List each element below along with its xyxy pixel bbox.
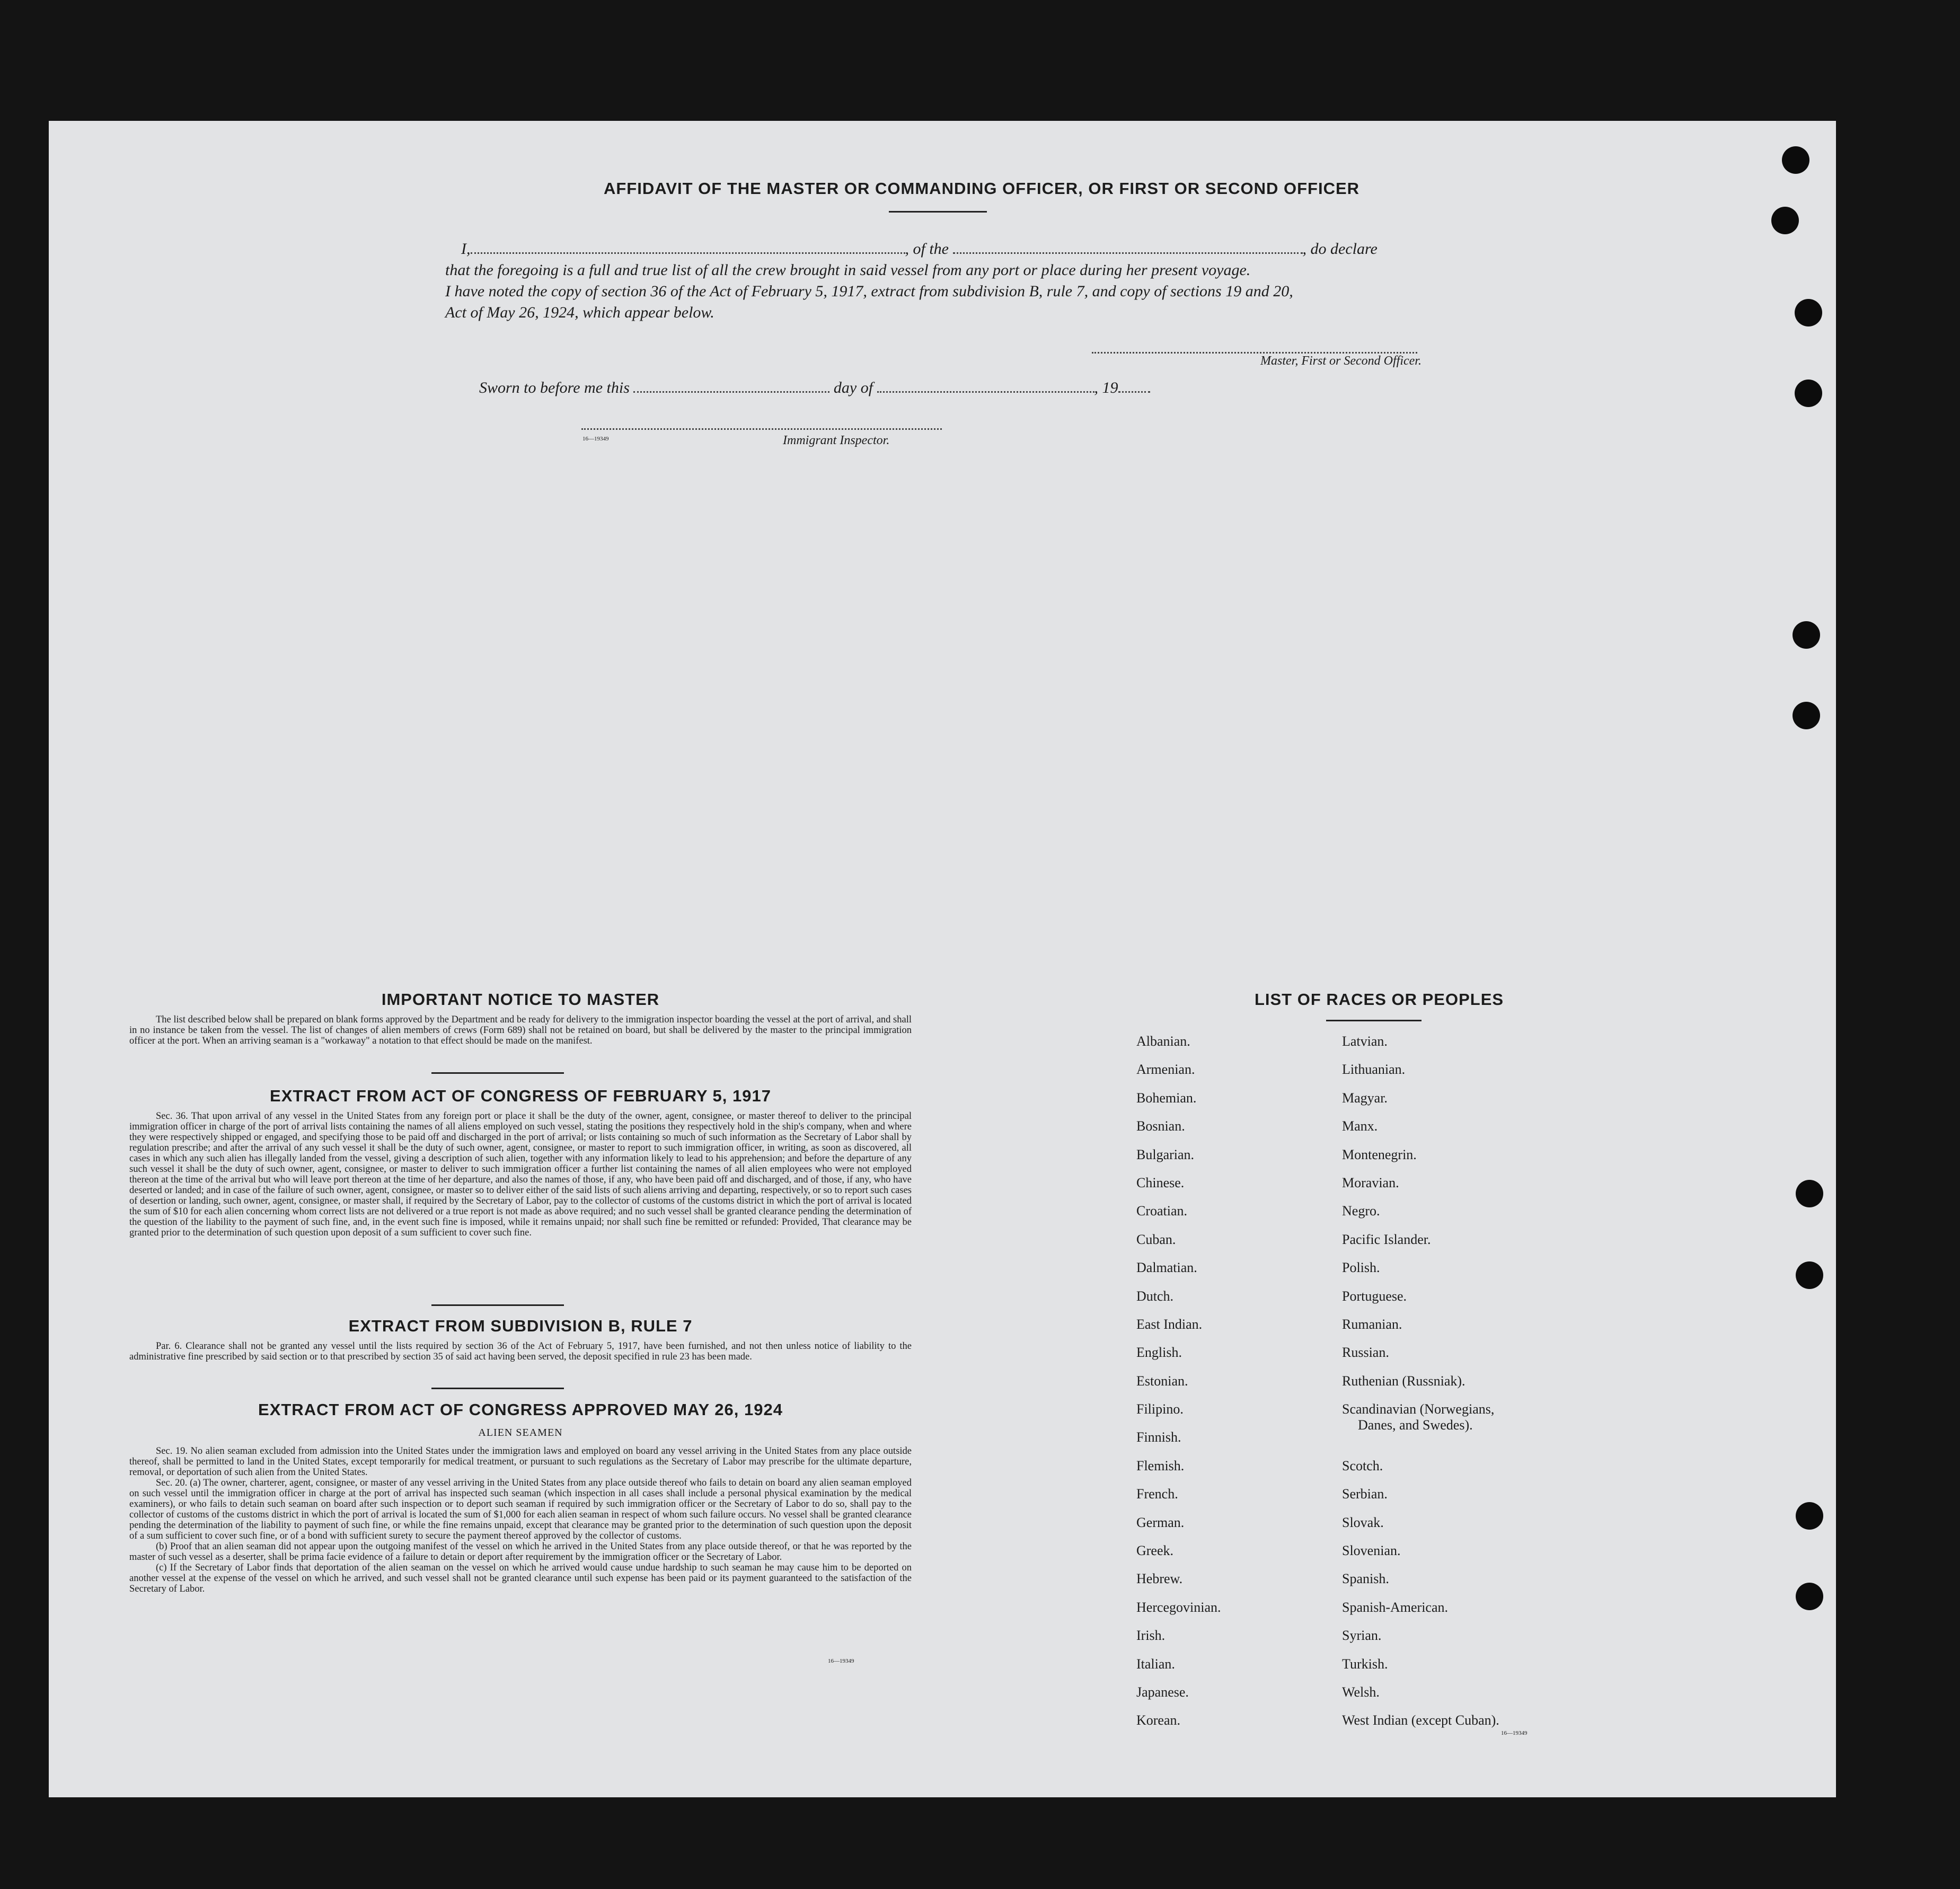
divider: [431, 1388, 564, 1389]
extract-1917-title: EXTRACT FROM ACT OF CONGRESS OF FEBRUARY 5, 1917: [270, 1087, 771, 1105]
race-item: Irish.: [1136, 1628, 1166, 1644]
race-item: Korean.: [1136, 1713, 1181, 1728]
divider: [431, 1072, 564, 1074]
race-item: Flemish.: [1136, 1458, 1185, 1473]
sec20c-text: (c) If the Secretary of Labor finds that deportation of the alien seaman on the vessel on which he arrived would cause undue hardship to such seaman he may cause him to be deported on another vessel at the expense of the vessel on which he arrived, and such vessel shall not be granted clearance until such expense has been paid or its payment guaranteed to the satisfaction of the Secretary of Labor.: [129, 1563, 912, 1594]
affidavit-line-4: Act of May 26, 1924, which appear below.: [445, 304, 714, 321]
race-item: Russian.: [1342, 1345, 1389, 1361]
binder-hole: [1771, 207, 1799, 234]
of-the-label: , of the: [905, 240, 949, 258]
sworn-day-field[interactable]: [633, 376, 829, 393]
sec19-text: Sec. 19. No alien seaman excluded from admission into the United States under the immigration laws and employed on board any vessel arriving in the United States from any place outside thereof, shall be permitted to land in the United States, except temporarily for medical treatment, or pursuant to such regulations as the Secretary of Labor may prescribe for the ultimate departure, removal, or deportation of such alien from the United States.: [129, 1446, 912, 1478]
extract-form-number: 16—19349: [828, 1658, 854, 1664]
race-item: Greek.: [1136, 1543, 1174, 1559]
race-item: Spanish-American.: [1342, 1599, 1449, 1615]
race-item: Magyar.: [1342, 1090, 1388, 1106]
day-of-label: day of: [833, 379, 873, 396]
race-item: Serbian.: [1342, 1486, 1388, 1502]
signature-caption: Master, First or Second Officer.: [1260, 354, 1422, 368]
race-item: Moravian.: [1342, 1175, 1399, 1190]
i-label: I,: [461, 240, 471, 258]
binder-hole: [1793, 702, 1820, 729]
notice-title: IMPORTANT NOTICE TO MASTER: [381, 990, 660, 1009]
extract-rule7-title: EXTRACT FROM SUBDIVISION B, RULE 7: [348, 1317, 693, 1335]
race-item: Spanish.: [1342, 1571, 1389, 1587]
race-item: Dutch.: [1136, 1288, 1174, 1304]
binder-hole: [1795, 379, 1822, 407]
affidavit-line-1: [445, 237, 1484, 260]
races-right-column: [1342, 1034, 1639, 1741]
race-item: Finnish.: [1136, 1429, 1181, 1445]
race-item: Japanese.: [1136, 1684, 1189, 1700]
races-left-column: [1136, 1034, 1327, 1741]
extract-1924-body: [129, 1446, 912, 1594]
race-item: Ruthenian (Russniak).: [1342, 1373, 1465, 1389]
race-item: Rumanian.: [1342, 1316, 1402, 1332]
race-item-multiline: [1342, 1401, 1639, 1458]
affidavit-line-2: that the foregoing is a full and true list of all the crew brought in said vessel from any port or place during her present voyage.: [445, 261, 1251, 279]
race-item: Bohemian.: [1136, 1090, 1197, 1106]
binder-hole: [1796, 1583, 1823, 1610]
extract-1917-text: Sec. 36. That upon arrival of any vessel in the United States from any foreign port or place it shall be the duty of the owner, agent, consignee, or master thereof to deliver to the principal immigration officer in charge of the port of arrival lists containing the names of all aliens employed on such vessel, stating the positions they respectively hold in the ship's company, when and where they were respectively shipped or engaged, and specifying those to be paid off and discharged in the port of arrival; or lists containing so much of such information as the Secretary of Labor shall by regulation prescribe; and after the arrival of any such vessel it shall be the duty of such owner, agent, consignee, or master to report to such immigration officer, in writing, as soon as discovered, all cases in which any such alien has illegally landed from the vessel, giving a description of such alien, together with any information likely to lead to his apprehension; and before the departure of any such vessel it shall be the duty of such owner, agent, consignee, or master to deliver to such immigration officer a further list containing the names of all alien employees who were not employed thereon at the time of the arrival but who will leave port thereon at the time of her departure, and also the names of those, if any, who have been paid off and discharged, and of those, if any, who have deserted or landed; and in case of the failure of such owner, agent, consignee, or master so to deliver either of the said lists of such aliens arriving and departing, respectively, or so to report such cases of desertion or landing, such owner, agent, consignee, or master shall, if required by the Secretary of Labor, pay to the collector of customs of the customs district in which the port of arrival is located the sum of $10 for each alien concerning whom correct lists are not delivered or a true report is not made as above required; and no such vessel shall be granted clearance pending the determination of the question of the liability to the payment of such fine, and, in the event such fine is imposed, while it remains unpaid; nor shall such fine be remitted or refunded: Provided, That clearance may be granted prior to the determination of such question upon deposit of a sum sufficient to cover such fine.: [129, 1111, 912, 1238]
race-item: Armenian.: [1136, 1062, 1195, 1078]
race-item: Chinese.: [1136, 1175, 1185, 1190]
race-item: Filipino.: [1136, 1401, 1184, 1417]
notice-text: The list described below shall be prepared on blank forms approved by the Department and be ready for delivery to the immigration inspector boarding the vessel at the port of arrival, and shall in no instance be taken from the vessel. The list of changes of alien members of crews (Form 689) shall not be retained on board, but shall be delivered by the master to the principal immigration officer at the port. When an arriving seaman is a "workaway" a notation to that effect should be made on the manifest.: [129, 1014, 912, 1046]
race-item: Pacific Islander.: [1342, 1231, 1431, 1247]
race-item: Montenegrin.: [1342, 1146, 1417, 1162]
affidavit-title: AFFIDAVIT OF THE MASTER OR COMMANDING OFFICER, OR FIRST OR SECOND OFFICER: [603, 179, 1360, 198]
races-title: LIST OF RACES OR PEOPLES: [1254, 990, 1504, 1009]
do-declare-label: , do declare: [1302, 240, 1378, 258]
race-item: Negro.: [1342, 1203, 1380, 1219]
race-item: Polish.: [1342, 1260, 1380, 1276]
race-item: Latvian.: [1342, 1034, 1388, 1049]
vessel-name-field[interactable]: [953, 237, 1303, 254]
binder-hole: [1793, 621, 1820, 649]
race-item: Dalmatian.: [1136, 1260, 1197, 1276]
extract-rule7-text: Par. 6. Clearance shall not be granted any vessel until the lists required by section 36 of the Act of February 5, 1917, have been furnished, and not then unless notice of liability to the administrative fine prescribed by said section or to that prescribed by section 35 of said act having been served, the deposit specified in rule 23 has been made.: [129, 1341, 912, 1362]
sworn-label: Sworn to before me this: [479, 379, 630, 396]
race-item: Welsh.: [1342, 1684, 1380, 1700]
inspector-signature-line[interactable]: [581, 428, 942, 430]
extract-1924-title: EXTRACT FROM ACT OF CONGRESS APPROVED MAY 26, 1924: [258, 1400, 783, 1419]
race-item: Italian.: [1136, 1656, 1175, 1672]
officer-name-field[interactable]: [471, 237, 905, 254]
binder-hole: [1782, 146, 1809, 174]
race-item: Syrian.: [1342, 1628, 1382, 1644]
race-item: Bosnian.: [1136, 1118, 1185, 1134]
race-item: East Indian.: [1136, 1316, 1203, 1332]
race-item: German.: [1136, 1514, 1185, 1530]
race-item: Estonian.: [1136, 1373, 1188, 1389]
race-item: Hebrew.: [1136, 1571, 1183, 1587]
divider: [1326, 1020, 1422, 1021]
race-item: Cuban.: [1136, 1231, 1176, 1247]
race-item-line: Danes, and Swedes).: [1358, 1417, 1473, 1433]
race-item: Lithuanian.: [1342, 1062, 1406, 1078]
binder-hole: [1796, 1261, 1823, 1289]
affidavit-form-number: 16—19349: [582, 436, 609, 442]
race-item: Albanian.: [1136, 1034, 1190, 1049]
inspector-caption: Immigrant Inspector.: [783, 434, 890, 447]
divider: [889, 211, 987, 213]
race-item: English.: [1136, 1345, 1182, 1361]
binder-hole: [1796, 1180, 1823, 1207]
races-form-number: 16—19349: [1501, 1730, 1528, 1736]
race-item: Portuguese.: [1342, 1288, 1407, 1304]
affidavit-body: [445, 237, 1484, 323]
race-item-line: Scandinavian (Norwegians,: [1342, 1401, 1495, 1417]
sworn-month-field[interactable]: [877, 376, 1094, 393]
race-item: Scotch.: [1342, 1458, 1383, 1473]
sec20a-text: Sec. 20. (a) The owner, charterer, agent, consignee, or master of any vessel arriving in the United States from any place outside thereof who fails to detain on board any alien seaman employed on such vessel until the immigration officer in charge at the port of arrival has inspected such seaman (which inspection in all cases shall include a personal physical examination by the medical examiners), or who fails to detain such seaman on board after such inspection or to deport such seaman if required by such immigration officer or the Secretary of Labor to do so, shall pay to the collector of customs of the customs district in which the port of arrival is located the sum of $1,000 for each alien seaman in respect of whom such failure occurs. No vessel shall be granted clearance pending the determination of the liability to payment of such fine, or while the fine remains unpaid, except that clearance may be granted prior to the determination of such question upon the deposit of a sum sufficient to cover such fine, or of a bond with sufficient surety to secure the payment thereof approved by the collector of customs.: [129, 1478, 912, 1541]
race-item: Turkish.: [1342, 1656, 1388, 1672]
binder-hole: [1796, 1502, 1823, 1530]
race-item: Slovenian.: [1342, 1543, 1401, 1559]
extract-1924-subtitle: ALIEN SEAMEN: [478, 1427, 563, 1438]
race-item: West Indian (except Cuban).: [1342, 1713, 1499, 1728]
document-sheet: [49, 121, 1836, 1797]
race-item: French.: [1136, 1486, 1178, 1502]
binder-hole: [1795, 299, 1822, 326]
year-label: , 19: [1094, 379, 1118, 396]
sec20b-text: (b) Proof that an alien seaman did not appear upon the outgoing manifest of the vessel on which he arrived in the United States from any place outside thereof, or that he was reported by the master of such vessel as a deserter, shall be prima facie evidence of a failure to detain or deport after requirement by the immigration officer or the Secretary of Labor.: [129, 1541, 912, 1563]
race-item: Croatian.: [1136, 1203, 1188, 1219]
race-item: Manx.: [1342, 1118, 1378, 1134]
sworn-line: [479, 376, 1274, 397]
affidavit-line-3: I have noted the copy of section 36 of the Act of February 5, 1917, extract from subdivision B, rule 7, and copy of sections 19 and 20,: [445, 283, 1293, 300]
sworn-year-field[interactable]: [1118, 376, 1150, 393]
race-item: Slovak.: [1342, 1514, 1384, 1530]
signature-line[interactable]: [1092, 352, 1417, 354]
race-item: Bulgarian.: [1136, 1146, 1195, 1162]
race-item: Hercegovinian.: [1136, 1599, 1221, 1615]
divider: [431, 1304, 564, 1306]
